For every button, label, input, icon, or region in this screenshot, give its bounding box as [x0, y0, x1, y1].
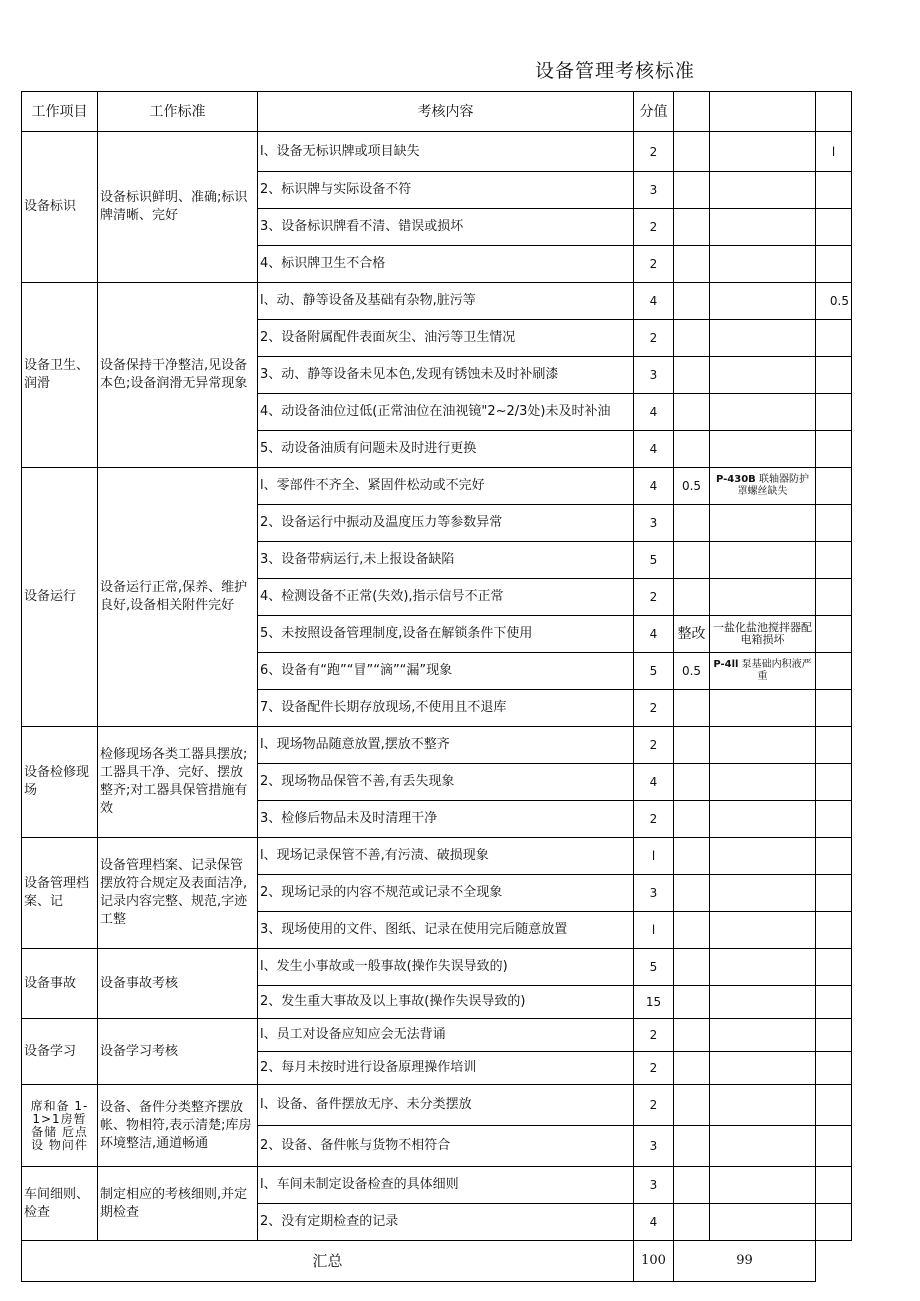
remark-cell [710, 132, 816, 172]
deduction-value [674, 1085, 710, 1126]
remark-text: 一盐化盐池搅拌器配电箱损坏 [713, 621, 812, 646]
extra-value [816, 1085, 852, 1126]
score-value: 3 [634, 1167, 674, 1204]
assessment-content: l、零部件不齐全、紧固件松动或不完好 [258, 468, 634, 505]
score-value: 15 [634, 986, 674, 1019]
extra-value [816, 1019, 852, 1052]
extra-value [816, 875, 852, 912]
remark-cell [710, 505, 816, 542]
score-value: 3 [634, 875, 674, 912]
header-row [22, 92, 852, 132]
deduction-value [674, 209, 710, 246]
remark-cell [710, 357, 816, 394]
remark-cell [710, 542, 816, 579]
score-value: 2 [634, 690, 674, 727]
equipment-tag: P-430B [716, 474, 756, 485]
extra-value [816, 505, 852, 542]
assessment-content: 2、设备附属配件表面灰尘、油污等卫生情况 [258, 320, 634, 357]
header-blank [674, 92, 710, 132]
extra-value [816, 912, 852, 949]
score-value: 3 [634, 505, 674, 542]
work-item: 席和备 1-1>1房暂 备储 卮点设 物问件 [22, 1085, 98, 1167]
deduction-value [674, 1167, 710, 1204]
summary-result: 99 [674, 1241, 816, 1282]
extra-value [816, 653, 852, 690]
deduction-value [674, 132, 710, 172]
score-value: 2 [634, 727, 674, 764]
work-standard: 设备保持干净整洁,见设备本色;设备润滑无异常现象 [98, 283, 258, 468]
deduction-value [674, 172, 710, 209]
deduction-value [674, 357, 710, 394]
header-blank [816, 92, 852, 132]
assessment-content: 7、设备配件长期存放现场,不使用且不退库 [258, 690, 634, 727]
work-standard: 检修现场各类工器具摆放;工器具干净、完好、摆放整齐;对工器具保管措施有效 [98, 727, 258, 838]
table-row [22, 1019, 852, 1052]
extra-value [816, 801, 852, 838]
remark-cell [710, 320, 816, 357]
score-value: 4 [634, 468, 674, 505]
assessment-content: 5、动设备油质有问题未及时进行更换 [258, 431, 634, 468]
assessment-table [21, 91, 852, 1282]
remark-cell [710, 172, 816, 209]
extra-value [816, 172, 852, 209]
assessment-content: 3、检修后物品未及时清理干净 [258, 801, 634, 838]
score-value: 5 [634, 542, 674, 579]
summary-row [22, 1241, 852, 1282]
extra-value [816, 357, 852, 394]
assessment-content: 4、标识牌卫生不合格 [258, 246, 634, 283]
assessment-content: 3、设备带病运行,未上报设备缺陷 [258, 542, 634, 579]
deduction-value [674, 246, 710, 283]
remark-cell [710, 875, 816, 912]
deduction-value [674, 801, 710, 838]
work-standard: 设备、备件分类整齐摆放帐、物相符,表示清楚;库房环境整洁,通道畅通 [98, 1085, 258, 1167]
extra-value [816, 949, 852, 986]
assessment-content: 3、动、静等设备未见本色,发现有锈蚀未及时补刷漆 [258, 357, 634, 394]
remark-text: 联轴器防护罩螺丝缺失 [737, 474, 809, 497]
deduction-value [674, 1052, 710, 1085]
remark-cell [710, 1019, 816, 1052]
assessment-content: 2、每月未按时进行设备原理操作培训 [258, 1052, 634, 1085]
remark-cell [710, 690, 816, 727]
work-item: 设备管理档案、记 [22, 838, 98, 949]
score-value: 2 [634, 1019, 674, 1052]
extra-value [816, 246, 852, 283]
work-item: 设备卫生、润滑 [22, 283, 98, 468]
score-value: 4 [634, 431, 674, 468]
assessment-content: 2、现场物品保管不善,有丢失现象 [258, 764, 634, 801]
score-value: 2 [634, 246, 674, 283]
assessment-content: 5、未按照设备管理制度,设备在解锁条件下使用 [258, 616, 634, 653]
work-standard: 制定相应的考核细则,并定期检查 [98, 1167, 258, 1241]
table-row [22, 949, 852, 986]
extra-value: 0.5 [816, 283, 852, 320]
work-item: 设备检修现场 [22, 727, 98, 838]
extra-value [816, 727, 852, 764]
assessment-content: l、设备无标识牌或项目缺失 [258, 132, 634, 172]
remark-cell [710, 986, 816, 1019]
deduction-value [674, 949, 710, 986]
header-standard: 工作标准 [98, 92, 258, 132]
score-value: l [634, 912, 674, 949]
remark-cell [710, 949, 816, 986]
assessment-content: 2、标识牌与实际设备不符 [258, 172, 634, 209]
extra-value: l [816, 132, 852, 172]
deduction-value [674, 690, 710, 727]
extra-value [816, 431, 852, 468]
extra-value [816, 320, 852, 357]
deduction-value [674, 283, 710, 320]
assessment-content: 2、设备、备件帐与货物不相符合 [258, 1126, 634, 1167]
assessment-content: l、现场记录保管不善,有污渍、破损现象 [258, 838, 634, 875]
deduction-value [674, 1204, 710, 1241]
header-blank [710, 92, 816, 132]
table-row [22, 1167, 852, 1204]
header-score: 分值 [634, 92, 674, 132]
extra-value [816, 1126, 852, 1167]
extra-value [816, 986, 852, 1019]
remark-cell [710, 1167, 816, 1204]
assessment-content: 2、设备运行中振动及温度压力等参数异常 [258, 505, 634, 542]
deduction-value: 整改 [674, 616, 710, 653]
assessment-content: l、设备、备件摆放无序、未分类摆放 [258, 1085, 634, 1126]
page-title: 设备管理考核标准 [535, 60, 696, 82]
assessment-content: l、员工对设备应知应会无法背诵 [258, 1019, 634, 1052]
deduction-value [674, 727, 710, 764]
score-value: 5 [634, 949, 674, 986]
score-value: 4 [634, 764, 674, 801]
remark-cell [710, 394, 816, 431]
assessment-content: 2、现场记录的内容不规范或记录不全现象 [258, 875, 634, 912]
assessment-content: 4、检测设备不正常(失效),指示信号不正常 [258, 579, 634, 616]
assessment-content: l、现场物品随意放置,摆放不整齐 [258, 727, 634, 764]
score-value: 2 [634, 1085, 674, 1126]
extra-value [816, 1052, 852, 1085]
extra-value [816, 468, 852, 505]
remark-cell [710, 801, 816, 838]
score-value: 2 [634, 320, 674, 357]
work-item: 车间细则、检查 [22, 1167, 98, 1241]
score-value: 2 [634, 132, 674, 172]
extra-value [816, 838, 852, 875]
score-value: 3 [634, 1126, 674, 1167]
extra-value [816, 542, 852, 579]
deduction-value [674, 764, 710, 801]
table-row [22, 132, 852, 172]
score-value: 2 [634, 579, 674, 616]
extra-value [816, 394, 852, 431]
assessment-content: l、车间未制定设备检查的具体细则 [258, 1167, 634, 1204]
remark-cell [710, 1052, 816, 1085]
deduction-value [674, 1126, 710, 1167]
remark-cell [710, 246, 816, 283]
remark-cell [710, 912, 816, 949]
remark-cell [710, 764, 816, 801]
score-value: 4 [634, 1204, 674, 1241]
extra-value [816, 764, 852, 801]
extra-value [816, 616, 852, 653]
work-standard: 设备标识鲜明、准确;标识牌清晰、完好 [98, 132, 258, 283]
assessment-content: 3、现场使用的文件、图纸、记录在使用完后随意放置 [258, 912, 634, 949]
table-row [22, 1085, 852, 1126]
assessment-content: l、动、静等设备及基础有杂物,脏污等 [258, 283, 634, 320]
remark-cell [710, 727, 816, 764]
extra-value [816, 579, 852, 616]
remark-cell [710, 431, 816, 468]
assessment-content: l、发生小事故或一般事故(操作失误导致的) [258, 949, 634, 986]
score-value: 2 [634, 801, 674, 838]
score-value: 4 [634, 616, 674, 653]
equipment-tag: P-4ll [713, 659, 739, 670]
remark-cell [710, 838, 816, 875]
assessment-content: 6、设备有“跑”“冒”“滴”“漏”现象 [258, 653, 634, 690]
assessment-content: 2、没有定期检查的记录 [258, 1204, 634, 1241]
work-item: 设备运行 [22, 468, 98, 727]
work-item: 设备学习 [22, 1019, 98, 1085]
score-value: 4 [634, 283, 674, 320]
work-item: 设备标识 [22, 132, 98, 283]
summary-blank [816, 1241, 852, 1282]
header-content: 考核内容 [258, 92, 634, 132]
remark-cell [710, 209, 816, 246]
table-row [22, 468, 852, 505]
remark-cell [710, 653, 816, 690]
score-value: 2 [634, 209, 674, 246]
score-value: l [634, 838, 674, 875]
deduction-value [674, 394, 710, 431]
extra-value [816, 209, 852, 246]
table-row [22, 283, 852, 320]
remark-cell [710, 283, 816, 320]
deduction-value [674, 838, 710, 875]
header-item: 工作项目 [22, 92, 98, 132]
work-standard: 设备运行正常,保养、维护良好,设备相关附件完好 [98, 468, 258, 727]
score-value: 2 [634, 1052, 674, 1085]
extra-value [816, 1167, 852, 1204]
remark-cell [710, 1085, 816, 1126]
table-row [22, 838, 852, 875]
deduction-value [674, 320, 710, 357]
summary-label: 汇总 [22, 1241, 634, 1282]
deduction-value: 0.5 [674, 653, 710, 690]
remark-text: 泵基础内积液严重 [741, 659, 812, 682]
score-value: 4 [634, 394, 674, 431]
remark-cell [710, 468, 816, 505]
work-standard: 设备事故考核 [98, 949, 258, 1019]
work-standard: 设备学习考核 [98, 1019, 258, 1085]
deduction-value: 0.5 [674, 468, 710, 505]
assessment-content: 3、设备标识牌看不清、错误或损坏 [258, 209, 634, 246]
score-value: 3 [634, 357, 674, 394]
score-value: 3 [634, 172, 674, 209]
deduction-value [674, 542, 710, 579]
remark-cell [710, 1204, 816, 1241]
extra-value [816, 1204, 852, 1241]
score-value: 5 [634, 653, 674, 690]
deduction-value [674, 875, 710, 912]
work-item: 设备事故 [22, 949, 98, 1019]
deduction-value [674, 1019, 710, 1052]
deduction-value [674, 986, 710, 1019]
deduction-value [674, 505, 710, 542]
remark-cell [710, 616, 816, 653]
assessment-content: 2、发生重大事故及以上事故(操作失误导致的) [258, 986, 634, 1019]
table-row [22, 727, 852, 764]
work-standard: 设备管理档案、记录保管摆放符合规定及表面洁净,记录内容完整、规范,字迹工整 [98, 838, 258, 949]
deduction-value [674, 431, 710, 468]
summary-total: 100 [634, 1241, 674, 1282]
deduction-value [674, 912, 710, 949]
remark-cell [710, 1126, 816, 1167]
remark-cell [710, 579, 816, 616]
deduction-value [674, 579, 710, 616]
extra-value [816, 690, 852, 727]
assessment-content: 4、动设备油位过低(正常油位在油视镜"2~2/3处)未及时补油 [258, 394, 634, 431]
